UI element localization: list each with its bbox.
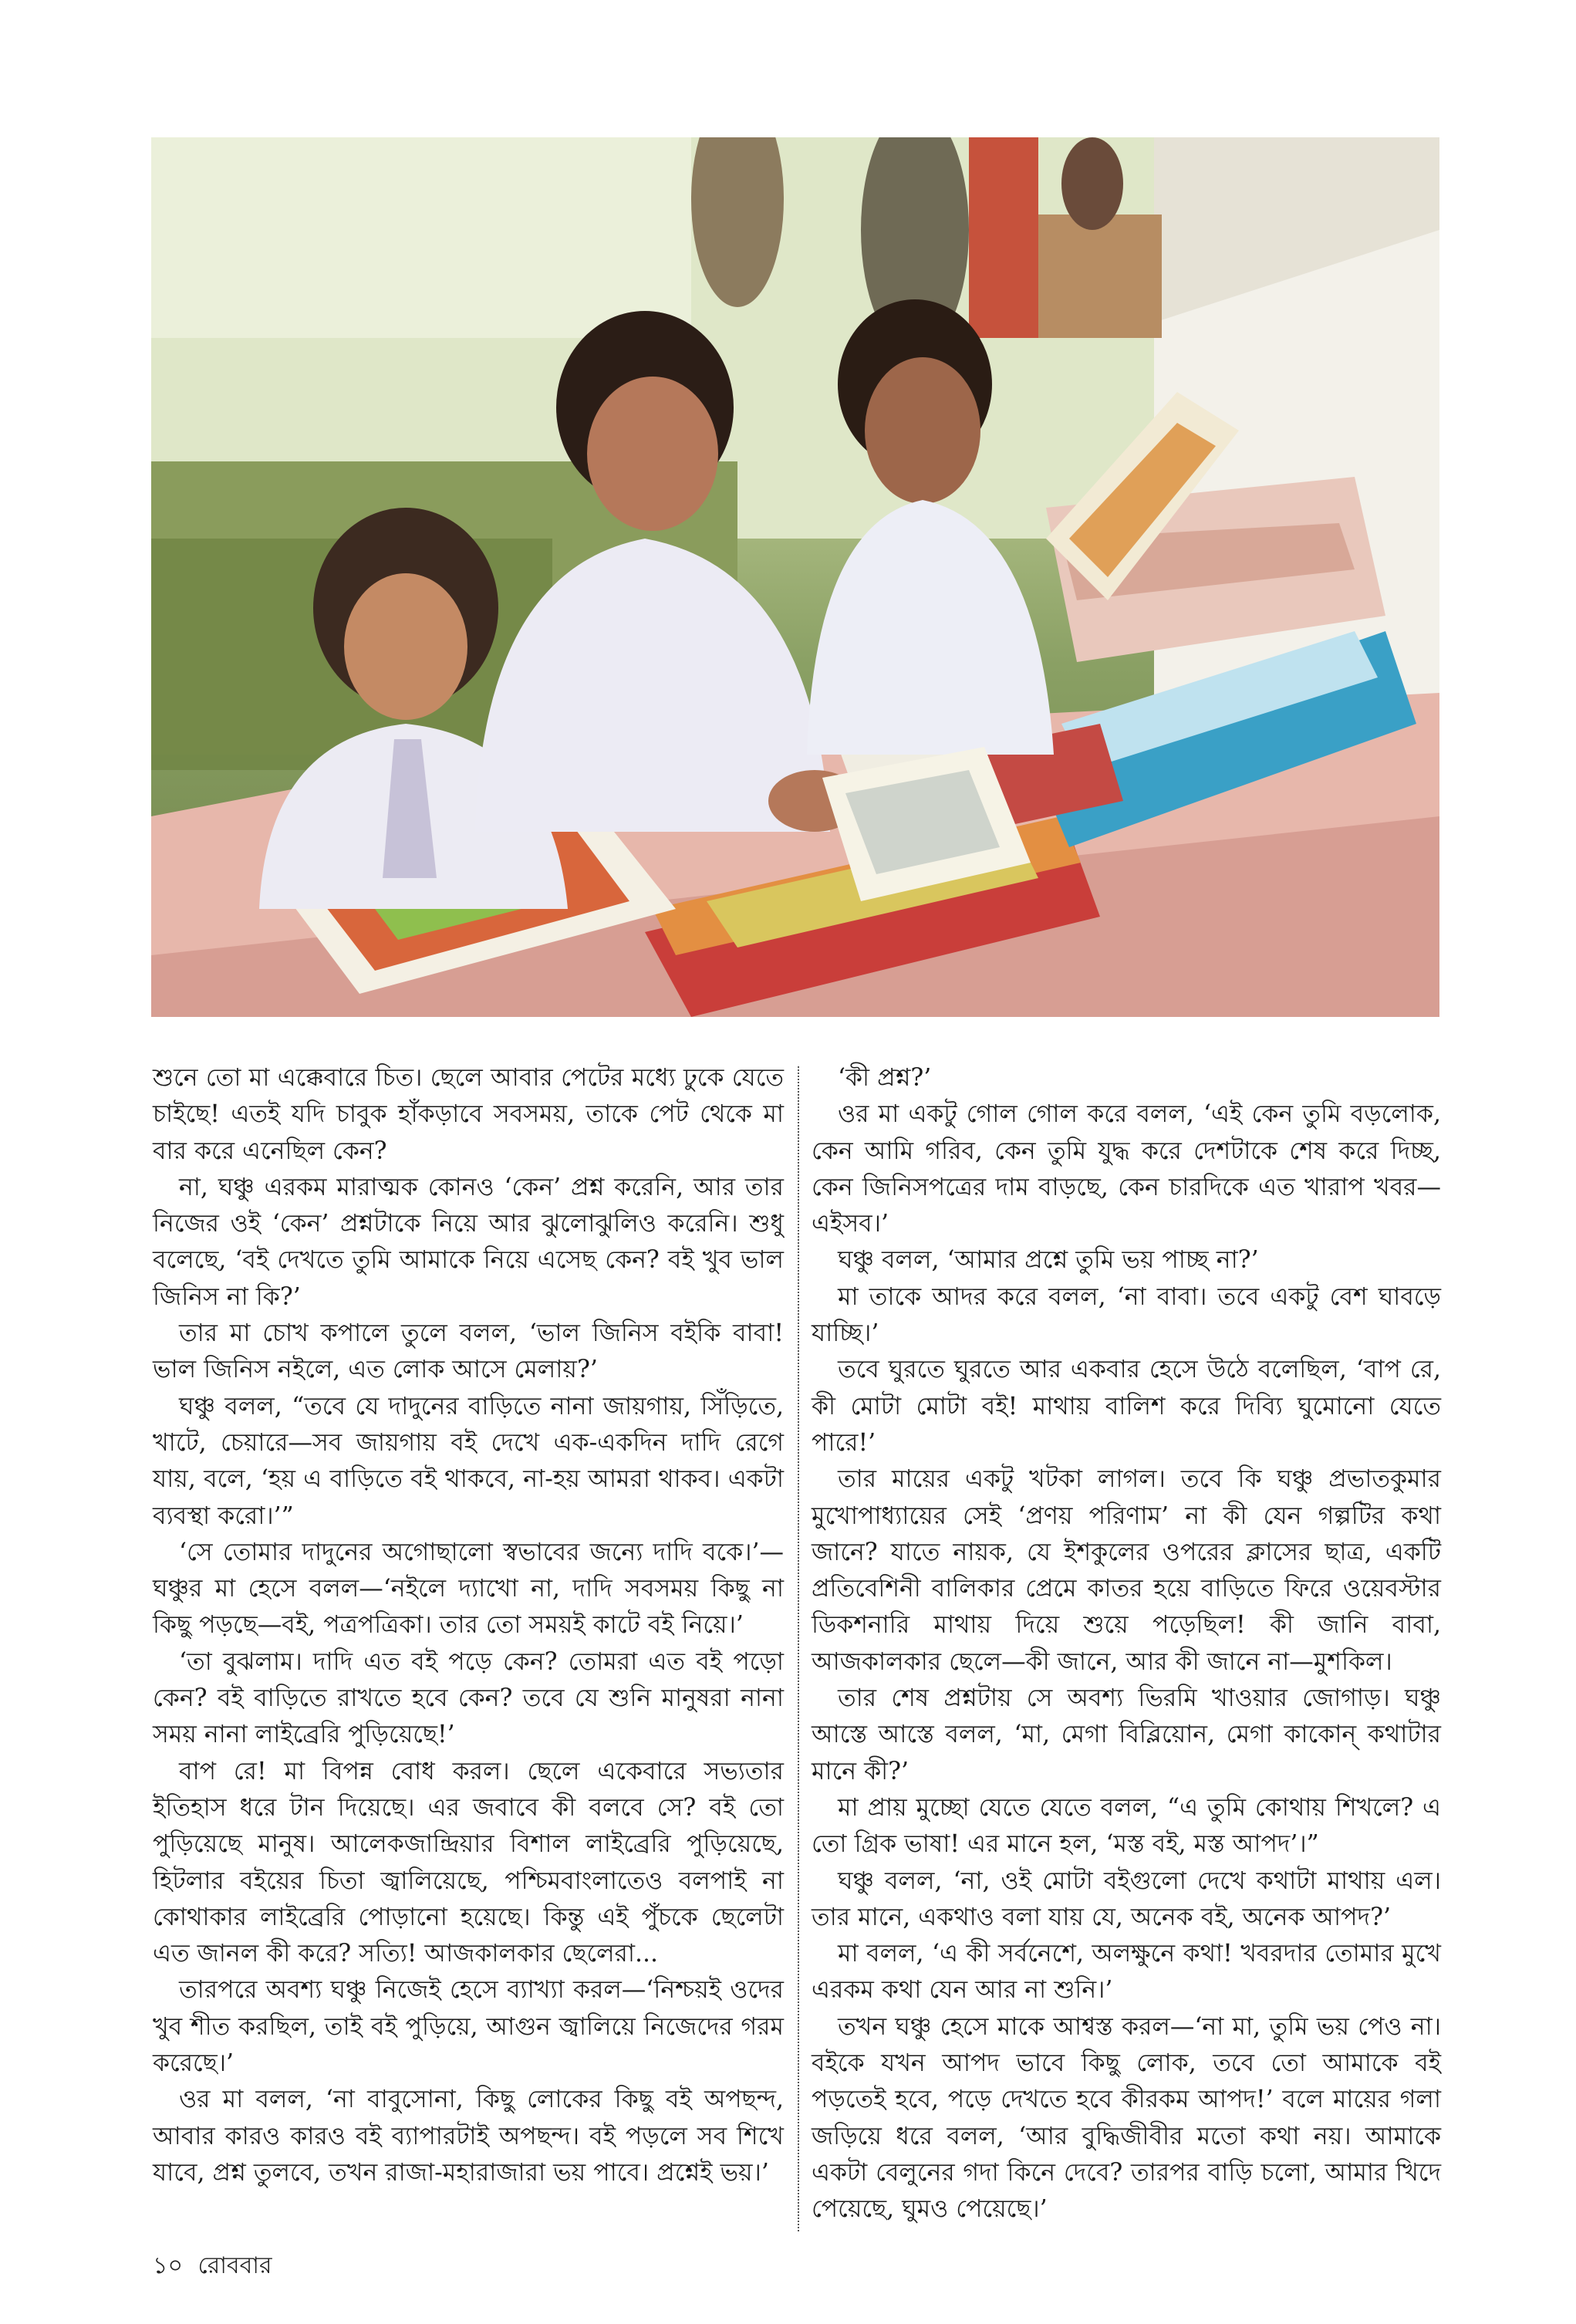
paragraph: ঘঞ্চু বলল, “তবে যে দাদুনের বাড়িতে নানা জায়গায়, সিঁড়িতে, খাটে, চেয়ারে—সব জায়গায় বই দেখে এক-একদিন দাদি রেগে যায়, বলে, ‘হয় এ বাড়িতে বই থাকবে, না-হয় আমরা থাকব। একটা ব্যবস্থা করো।’” <box>153 1392 784 1530</box>
page-footer <box>153 2247 280 2286</box>
paragraph: ‘সে তোমার দাদুনের অগোছালো স্বভাবের জন্যে দাদি বকে।’—ঘঞ্চুর মা হেসে বলল—‘নইলে দ্যাখো না, দাদি সবসময় কিছু না কিছু পড়ছে—বই, পত্রপত্রিকা। তার তো সময়ই কাটে বই নিয়ে।’ <box>153 1538 784 1640</box>
paragraph: তার মায়ের একটু খটকা লাগল। তবে কি ঘঞ্চু প্রভাতকুমার মুখোপাধ্যায়ের সেই ‘প্রণয় পরিণাম’ না কী যেন গল্পটির কথা জানে? যাতে নায়ক, যে ইশকুলের ওপরের ক্লাসের ছাত্র, একটি প্রতিবেশিনী বালিকার প্রেমে কাতর হয়ে বাড়িতে ফিরে ওয়েবস্টার ডিকশনারি মাথায় দিয়ে শুয়ে পড়েছিল! কী জানি বাবা, আজকালকার ছেলে—কী জানে, আর কী জানে না—মুশকিল। <box>812 1465 1441 1676</box>
paragraph: মা প্রায় মুচ্ছো যেতে যেতে বলল, “এ তুমি কোথায় শিখলে? এ তো গ্রিক ভাষা! এর মানে হল, ‘মস্ত বই, মস্ত আপদ’।” <box>812 1793 1441 1859</box>
paragraph: শুনে তো মা এক্কেবারে চিত। ছেলে আবার পেটের মধ্যে ঢুকে যেতে চাইছে! এতই যদি চাবুক হাঁকড়াবে সবসময়, তাকে পেট থেকে মা বার করে এনেছিল কেন? <box>153 1064 784 1165</box>
paragraph: তবে ঘুরতে ঘুরতে আর একবার হেসে উঠে বলেছিল, ‘বাপ রে, কী মোটা মোটা বই! মাথায় বালিশ করে দিব্যি ঘুমোনো যেতে পারে!’ <box>812 1356 1441 1457</box>
paragraph: বাপ রে! মা বিপন্ন বোধ করল। ছেলে একেবারে সভ্যতার ইতিহাস ধরে টান দিয়েছে। এর জবাবে কী বলবে সে? বই তো পুড়িয়েছে মানুষ। আলেকজান্দ্রিয়ার বিশাল লাইব্রেরি পুড়িয়েছে, হিটলার বইয়ের চিতা জ্বালিয়েছে, পশ্চিমবাংলাতেও বলপাই না কোথাকার লাইব্রেরি পোড়ানো হয়েছে। কিন্তু এই পুঁচকে ছেলেটা এত জানল কী করে? সত্যি! আজকালকার ছেলেরা... <box>153 1757 784 1968</box>
paragraph: তার শেষ প্রশ্নটায় সে অবশ্য ভিরমি খাওয়ার জোগাড়। ঘঞ্চু আস্তে আস্তে বলল, ‘মা, মেগা বিব্লিয়োন, মেগা কাকোন্ কথাটার মানে কী?’ <box>812 1684 1441 1785</box>
magazine-name: রোববার <box>197 2252 272 2279</box>
paragraph: ওর মা বলল, ‘না বাবুসোনা, কিছু লোকের কিছু বই অপছন্দ, আবার কারও কারও বই ব্যাপারটাই অপছন্দ। বই পড়লে সব শিখে যাবে, প্রশ্ন তুলবে, তখন রাজা-মহারাজারা ভয় পাবে। প্রশ্নেই ভয়।’ <box>153 2086 784 2187</box>
paragraph: ‘কী প্রশ্ন?’ <box>838 1064 932 1092</box>
column-divider <box>798 1066 799 2231</box>
photo-children-at-book-fair <box>151 137 1439 1017</box>
paragraph: ঘঞ্চু বলল, ‘আমার প্রশ্নে তুমি ভয় পাচ্ছ না?’ <box>838 1246 1259 1275</box>
paragraph: ওর মা একটু গোল গোল করে বলল, ‘এই কেন তুমি বড়লোক, কেন আমি গরিব, কেন তুমি যুদ্ধ করে দেশটাকে শেষ করে দিচ্ছ, কেন জিনিসপত্রের দাম বাড়ছে, কেন চারদিকে এত খারাপ খবর—এইসব।’ <box>812 1100 1441 1238</box>
paragraph: তখন ঘঞ্চু হেসে মাকে আশ্বস্ত করল—‘না মা, তুমি ভয় পেও না। বইকে যখন আপদ ভাবে কিছু লোক, তবে তো আমাকে বই পড়তেই হবে, পড়ে দেখতে হবে কীরকম আপদ!’ বলে মায়ের গলা জড়িয়ে ধরে বলল, ‘আর বুদ্ধিজীবীর মতো কথা নয়। আমাকে একটা বেলুনের গদা কিনে দেবে? তারপর বাড়ি চলো, আমার খিদে পেয়েছে, ঘুমও পেয়েছে।’ <box>812 2012 1441 2224</box>
paragraph: মা তাকে আদর করে বলল, ‘না বাবা। তবে একটু বেশ ঘাবড়ে যাচ্ছি।’ <box>812 1282 1441 1348</box>
paragraph: তার মা চোখ কপালে তুলে বলল, ‘ভাল জিনিস বইকি বাবা! ভাল জিনিস নইলে, এত লোক আসে মেলায়?’ <box>153 1319 784 1384</box>
paragraph: তারপরে অবশ্য ঘঞ্চু নিজেই হেসে ব্যাখ্যা করল—‘নিশ্চয়ই ওদের খুব শীত করছিল, তাই বই পুড়িয়ে, আগুন জ্বালিয়ে নিজেদের গরম করেছে।’ <box>153 1976 784 2078</box>
article-column-left <box>153 1060 784 2191</box>
paragraph: না, ঘঞ্চু এরকম মারাত্মক কোনও ‘কেন’ প্রশ্ন করেনি, আর তার নিজের ওই ‘কেন’ প্রশ্নটাকে নিয়ে আর ঝুলোঝুলিও করেনি। শুধু বলেছে, ‘বই দেখতে তুমি আমাকে নিয়ে এসেছ কেন? বই খুব ভাল জিনিস না কি?’ <box>153 1173 784 1311</box>
paragraph: মা বলল, ‘এ কী সর্বনেশে, অলক্ষুনে কথা! খবরদার তোমার মুখে এরকম কথা যেন আর না শুনি।’ <box>812 1940 1441 2005</box>
page-number: ১০ <box>153 2252 183 2279</box>
paragraph: ঘঞ্চু বলল, ‘না, ওই মোটা বইগুলো দেখে কথাটা মাথায় এল। তার মানে, একথাও বলা যায় যে, অনেক বই, অনেক আপদ?’ <box>812 1866 1441 1931</box>
paragraph: ‘তা বুঝলাম। দাদি এত বই পড়ে কেন? তোমরা এত বই পড়ো কেন? বই বাড়িতে রাখতে হবে কেন? তবে যে শুনি মানুষরা নানা সময় নানা লাইব্রেরি পুড়িয়েছে!’ <box>153 1647 784 1749</box>
article-column-right <box>812 1060 1441 2228</box>
